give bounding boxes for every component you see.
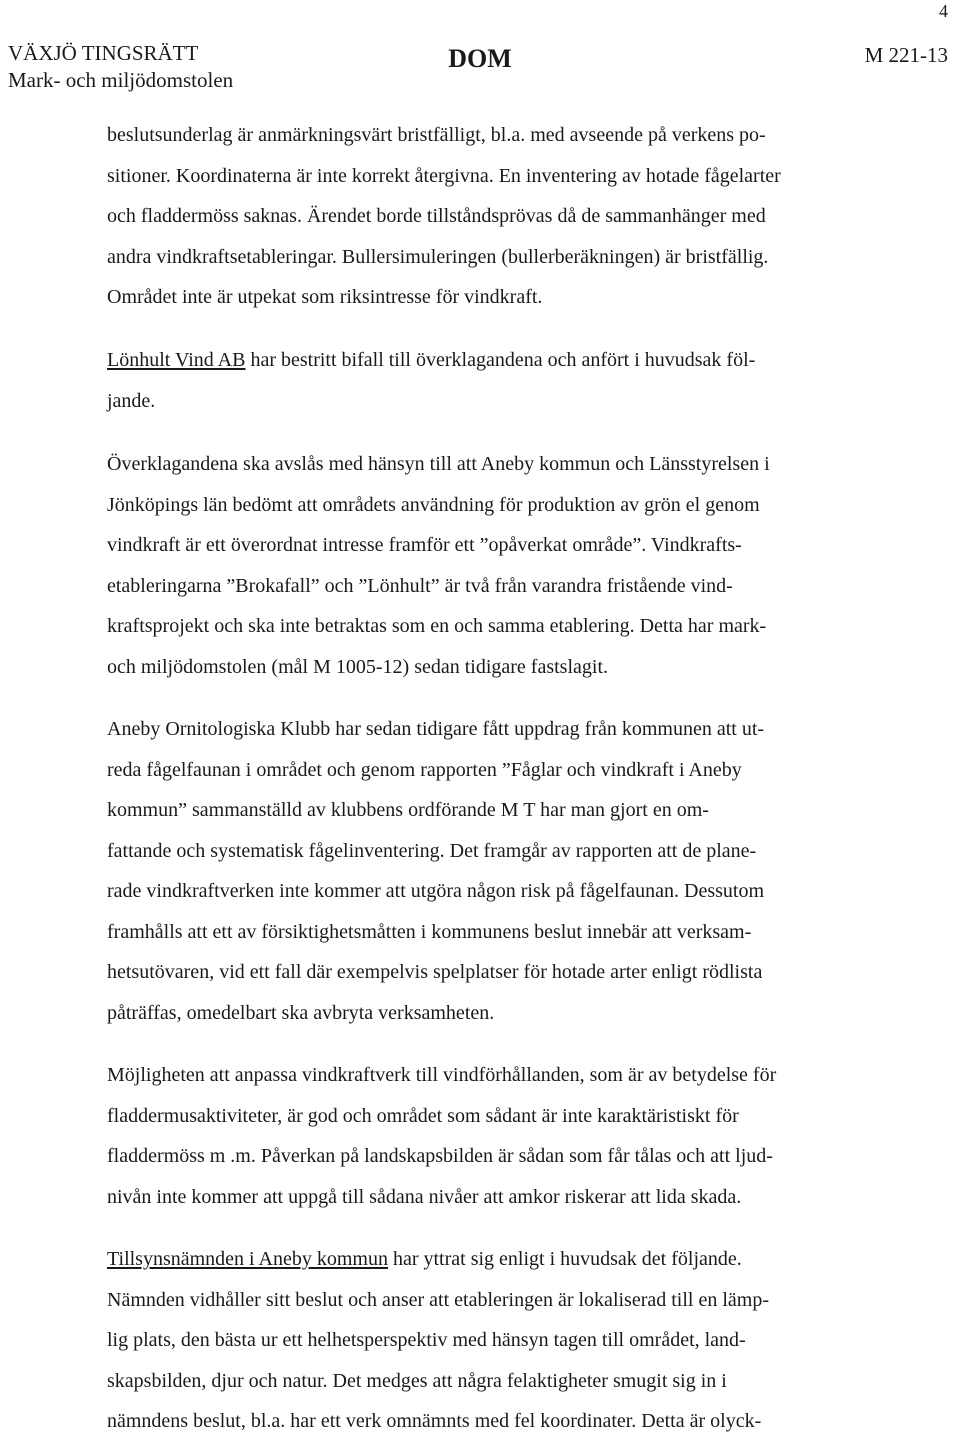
paragraph-6: [107, 1239, 897, 1442]
text-line: [107, 1239, 897, 1280]
text-line: Jönköpings län bedömt att områdets användning för produktion av grön el genom: [107, 493, 760, 516]
text-line: Nämnden vidhåller sitt beslut och anser att etableringen är lokaliserad till en lämp-: [107, 1288, 770, 1311]
paragraph-2: [107, 340, 897, 421]
paragraph-5: [107, 1055, 897, 1217]
text-line: andra vindkraftsetableringar. Bullersimuleringen (bullerberäkningen) är bristfällig.: [107, 245, 769, 268]
text-line: och fladdermöss saknas. Ärendet borde tillståndsprövas då de sammanhänger med: [107, 205, 766, 227]
page-number: 4: [939, 1, 948, 21]
text-line: fladdermusaktiviteter, är god och området som sådant är inte karaktäristiskt för: [107, 1104, 739, 1127]
party-name: Lönhult Vind AB: [107, 349, 246, 371]
text-line: nämndens beslut, bl.a. har ett verk omnämnts med fel koordinater. Detta är olyck-: [107, 1410, 762, 1432]
text-line: reda fågelfaunan i området och genom rapporten ”Fåglar och vindkraft i Aneby: [107, 758, 742, 781]
text-line: framhålls att ett av försiktighetsmåtten i kommunens beslut innebär att verksam-: [107, 920, 752, 943]
text-line: vindkraft är ett överordnat intresse framför ett ”opåverkat område”. Vindkrafts-: [107, 534, 742, 556]
text-line: etableringarna ”Brokafall” och ”Lönhult” är två från varandra fristående vind-: [107, 574, 733, 597]
text-line: kraftsprojekt och ska inte betraktas som en och samma etablering. Detta har mark-: [107, 615, 767, 637]
text-line: sitioner. Koordinaterna är inte korrekt återgivna. En inventering av hotade fågelarter: [107, 164, 781, 187]
text-line: fladdermöss m .m. Påverkan på landskapsbilden är sådan som får tålas och att ljud-: [107, 1145, 773, 1167]
document-type: DOM: [448, 44, 512, 73]
text-line: Överklagandena ska avslås med hänsyn till att Aneby kommun och Länsstyrelsen i: [107, 453, 770, 475]
text-line: skapsbilden, djur och natur. Det medges att några felaktigheter smugit sig in i: [107, 1369, 727, 1392]
text-line: hetsutövaren, vid ett fall där exempelvis spelplatser för hotade arter enligt rödlista: [107, 961, 763, 983]
text-line: rade vindkraftverken inte kommer att utgöra någon risk på fågelfaunan. Dessutom: [107, 880, 765, 902]
text-line: [107, 340, 897, 381]
text-line: påträffas, omedelbart ska avbryta verksamheten.: [107, 1001, 495, 1024]
text-line: och miljödomstolen (mål M 1005-12) sedan tidigare fastslagit.: [107, 655, 609, 678]
party-name: Tillsynsnämnden i Aneby kommun: [107, 1248, 388, 1270]
text-line: nivån inte kommer att uppgå till sådana nivåer att amkor riskerar att lida skada.: [107, 1185, 742, 1208]
text-line: fattande och systematisk fågelinventering. Det framgår av rapporten att de plane-: [107, 839, 757, 862]
text-line: Möjligheten att anpassa vindkraftverk till vindförhållanden, som är av betydelse för: [107, 1064, 777, 1086]
paragraph-1: [107, 115, 897, 318]
court-division: Mark- och miljödomstolen: [8, 68, 234, 92]
paragraph-4: [107, 709, 897, 1033]
text-line: beslutsunderlag är anmärkningsvärt bristfälligt, bl.a. med avseende på verkens po-: [107, 124, 766, 146]
text-fragment: har yttrat sig enligt i huvudsak det följande.: [387, 1248, 742, 1270]
text-line: lig plats, den bästa ur ett helhetsperspektiv med hänsyn tagen till området, land-: [107, 1329, 746, 1351]
court-name: VÄXJÖ TINGSRÄTT: [8, 41, 199, 65]
text-fragment: har bestritt bifall till överklagandena och anfört i huvudsak föl-: [245, 349, 756, 371]
text-line: jande.: [107, 389, 156, 412]
case-number: M 221-13: [864, 43, 948, 67]
text-line: Området inte är utpekat som riksintresse för vindkraft.: [107, 286, 543, 308]
text-line: kommun” sammanställd av klubbens ordförande M T har man gjort en om-: [107, 799, 709, 821]
text-line: Aneby Ornitologiska Klubb har sedan tidigare fått uppdrag från kommunen att ut-: [107, 718, 765, 740]
paragraph-3: [107, 444, 897, 687]
